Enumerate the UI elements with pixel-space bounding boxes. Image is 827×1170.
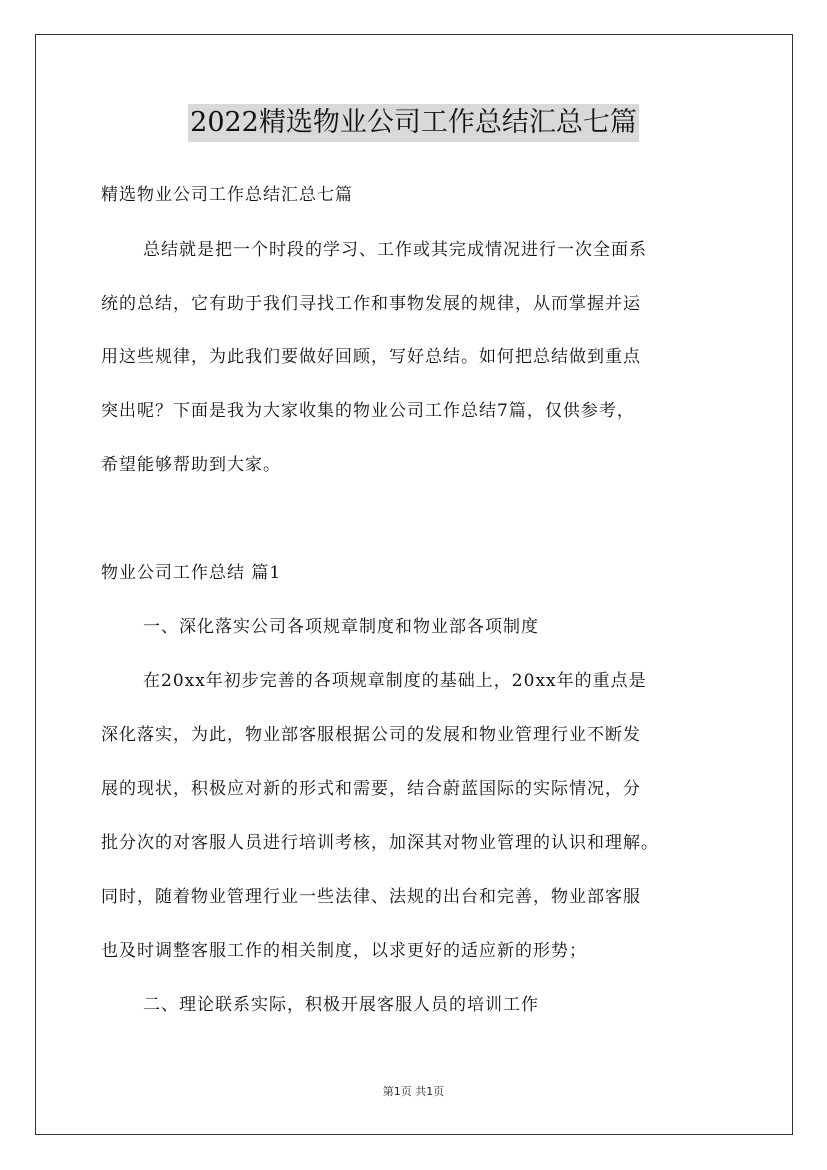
document-title: 2022精选物业公司工作总结汇总七篇 (188, 104, 639, 142)
intro-line: 统的总结，它有助于我们寻找工作和事物发展的规律，从而掌握并运 (101, 294, 641, 314)
point1-heading: 一、深化落实公司各项规章制度和物业部各项制度 (143, 617, 539, 637)
point2-heading: 二、理论联系实际，积极开展客服人员的培训工作 (143, 995, 539, 1015)
intro-line: 希望能够帮助到大家。 (101, 455, 281, 475)
body-line: 在20xx年初步完善的各项规章制度的基础上，20xx年的重点是 (143, 671, 647, 691)
intro-line: 突出呢？下面是我为大家收集的物业公司工作总结7篇，仅供参考， (101, 401, 635, 421)
title-container (0, 104, 827, 142)
body-line: 批分次的对客服人员进行培训考核，加深其对物业管理的认识和理解。 (101, 833, 659, 853)
section-heading: 物业公司工作总结 篇1 (101, 563, 282, 583)
body-line: 同时，随着物业管理行业一些法律、法规的出台和完善，物业部客服 (101, 887, 641, 907)
intro-line: 总结就是把一个时段的学习、工作或其完成情况进行一次全面系 (143, 240, 647, 260)
page-footer: 第1页 共1页 (382, 1085, 445, 1098)
body-line: 也及时调整客服工作的相关制度，以求更好的适应新的形势； (101, 941, 587, 961)
body-line: 展的现状，积极应对新的形式和需要，结合蔚蓝国际的实际情况，分 (101, 779, 641, 799)
intro-line: 用这些规律，为此我们要做好回顾，写好总结。如何把总结做到重点 (101, 347, 641, 367)
document-subtitle: 精选物业公司工作总结汇总七篇 (101, 185, 353, 205)
body-line: 深化落实，为此，物业部客服根据公司的发展和物业管理行业不断发 (101, 725, 641, 745)
